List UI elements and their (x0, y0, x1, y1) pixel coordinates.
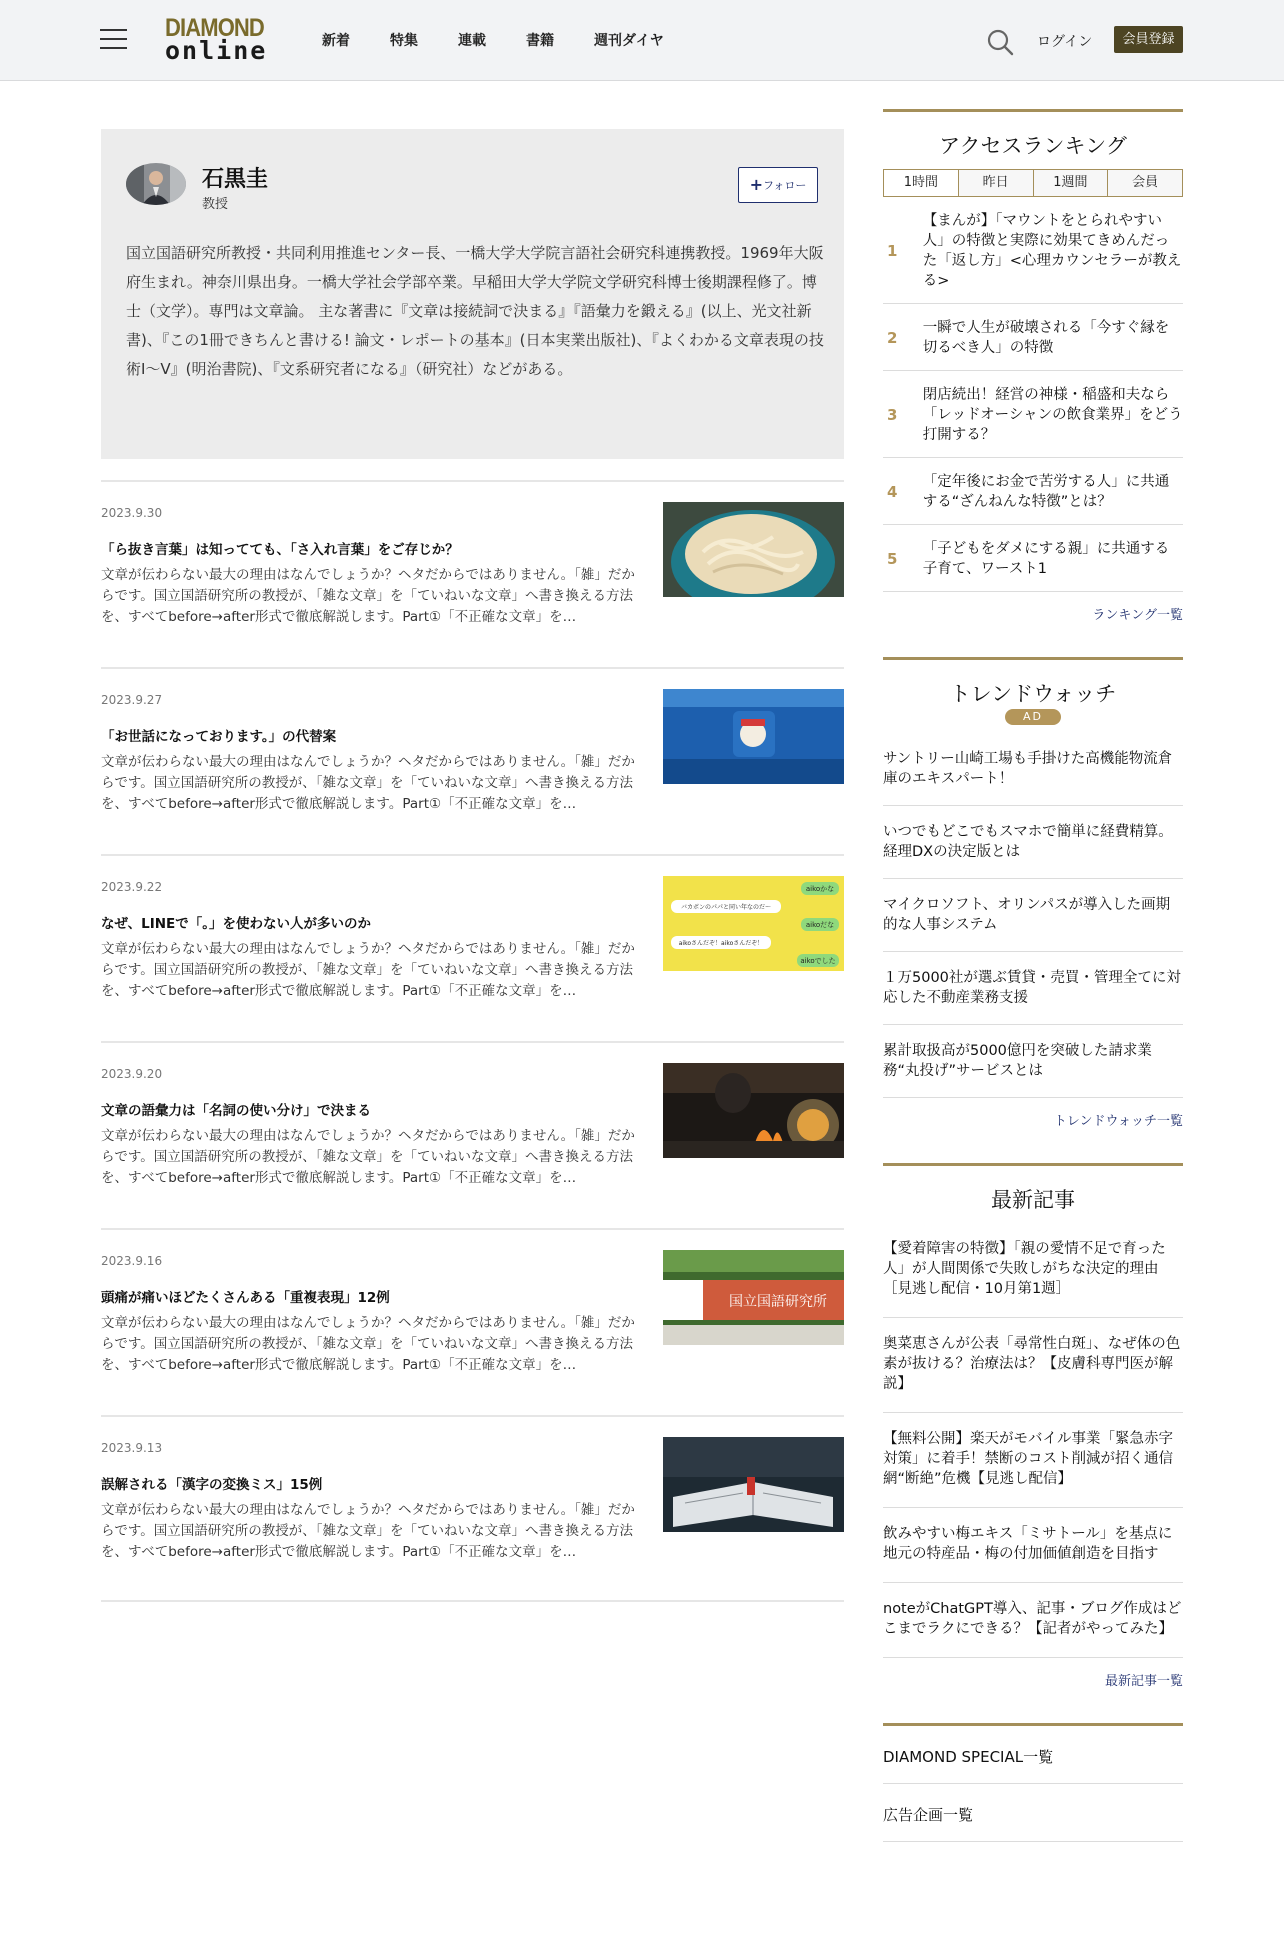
rank-number: 4 (887, 483, 898, 501)
tab-1week[interactable]: 1週間 (1034, 170, 1109, 196)
rank-title[interactable]: 【まんが】「マウントをとられやすい人」の特徴と実際に効果てきめんだった「返し方」<心理カウンセラーが教える> (922, 213, 1182, 289)
follow-button[interactable] (738, 167, 818, 203)
main-nav (322, 30, 704, 50)
search-icon[interactable] (986, 28, 1014, 56)
latest-more-link[interactable]: 最新記事一覧 (1104, 1674, 1183, 1689)
site-logo[interactable] (165, 16, 268, 64)
ranking-item[interactable] (883, 304, 1183, 371)
ad-plan-link[interactable]: 広告企画一覧 (883, 1784, 1183, 1842)
trend-more-link[interactable]: トレンドウォッチ一覧 (1053, 1114, 1183, 1129)
article-date: 2023.9.20 (101, 1067, 163, 1081)
author-profile (101, 129, 844, 459)
rank-title[interactable]: 閉店続出！経営の神様・稲盛和夫なら「レッドオーシャンの飲食業界」をどう打開する？ (922, 387, 1183, 443)
nav-item-feature[interactable]: 特集 (390, 33, 418, 49)
rank-number: 5 (887, 550, 898, 568)
sign-text: 国立国語研究所 (729, 1294, 827, 1310)
menu-icon[interactable] (100, 29, 127, 51)
tab-member[interactable]: 会員 (1108, 170, 1182, 196)
author-name: 石黒圭 (202, 167, 269, 192)
ranking-item[interactable] (883, 458, 1183, 525)
ranking-title: アクセスランキング (883, 109, 1183, 169)
article-item[interactable] (101, 1415, 844, 1602)
article-thumbnail[interactable] (663, 1063, 844, 1158)
article-title[interactable]: 誤解される「漢字の変換ミス」15例 (101, 1477, 323, 1493)
article-date: 2023.9.22 (101, 880, 163, 894)
special-link[interactable]: DIAMOND SPECIAL一覧 (883, 1726, 1183, 1784)
trend-item[interactable]: サントリー山崎工場も手掛けた高機能物流倉庫のエキスパート！ (883, 733, 1183, 806)
signup-button[interactable]: 会員登録 (1114, 26, 1183, 53)
tab-yesterday[interactable]: 昨日 (959, 170, 1034, 196)
article-date: 2023.9.16 (101, 1254, 163, 1268)
author-bio: 国立国語研究所教授・共同利用推進センター長、一橋大学大学院言語社会研究科連携教授。1969年大阪府生まれ。神奈川県出身。一橋大学社会学部卒業。早稲田大学大学院文学研究科博士後期課程修了。博士（文学）。専門は文章論。 主な著書に『文章は接続詞で決まる』『語彙力を鍛える』(以上、光文社新書)、『この1冊できちんと書ける! 論文・レポートの基本』(日本実業出版社)、『よくわかる文章表現の技術Ⅰ〜Ⅴ』(明治書院)、『文系研究者になる』（研究社）などがある。 (126, 244, 824, 378)
nav-item-weekly[interactable]: 週刊ダイヤ (594, 33, 664, 49)
latest-section (883, 1163, 1183, 1689)
ranking-section (883, 109, 1183, 623)
article-thumbnail[interactable] (663, 502, 844, 597)
ad-badge: AD (1005, 709, 1061, 725)
avatar (126, 163, 186, 205)
ranking-item[interactable] (883, 525, 1183, 592)
article-thumbnail[interactable] (663, 876, 844, 971)
latest-item[interactable]: 【愛着障害の特徴】「親の愛情不足で育った人」が人間関係で失敗しがちな決定的理由［見逃し配信・10月第1週］ (883, 1223, 1183, 1318)
author-role: 教授 (202, 197, 229, 212)
ranking-item[interactable] (883, 197, 1183, 304)
article-list (101, 480, 844, 1602)
follow-label: フォロー (762, 179, 807, 192)
latest-item[interactable]: 奥菜恵さんが公表「尋常性白斑」、なぜ体の色素が抜ける？治療法は？【皮膚科専門医が解説】 (883, 1318, 1183, 1413)
trend-title: トレンドウォッチ (883, 657, 1183, 709)
trend-item[interactable]: いつでもどこでもスマホで簡単に経費精算。経理DXの決定版とは (883, 806, 1183, 879)
latest-title: 最新記事 (883, 1163, 1183, 1223)
site-header (0, 0, 1284, 81)
chat-bubble-text: aikoだな (805, 921, 835, 929)
ranking-item[interactable] (883, 371, 1183, 458)
latest-item[interactable]: noteがChatGPT導入、記事・ブログ作成はどこまでラクにできる？【記者がやってみた】 (883, 1583, 1183, 1658)
chat-bubble-text: aikoかな (805, 885, 835, 893)
article-title[interactable]: なぜ、LINEで「。」を使わない人が多いのか (101, 916, 371, 932)
article-excerpt: 文章が伝わらない最大の理由はなんでしょうか？ヘタだからではありません。「雑」だからです。国立国語研究所の教授が、「雑な文章」を「ていねいな文章」へ書き換える方法を、すべてbefore→after形式で徹底解説します。Part①「不正確な文章」を… (101, 754, 635, 812)
article-title[interactable]: 頭痛が痛いほどたくさんある「重複表現」12例 (101, 1290, 390, 1306)
article-excerpt: 文章が伝わらない最大の理由はなんでしょうか？ヘタだからではありません。「雑」だからです。国立国語研究所の教授が、「雑な文章」を「ていねいな文章」へ書き換える方法を、すべてbefore→after形式で徹底解説します。Part①「不正確な文章」を… (101, 1502, 635, 1560)
article-item[interactable] (101, 1228, 844, 1415)
trend-item[interactable]: マイクロソフト、オリンパスが導入した画期的な人事システム (883, 879, 1183, 952)
trend-section (883, 657, 1183, 1129)
latest-item[interactable]: 【無料公開】楽天がモバイル事業「緊急赤字対策」に着手！禁断のコスト削減が招く通信網“断絶”危機【見逃し配信】 (883, 1413, 1183, 1508)
sidebar (883, 109, 1183, 1842)
article-excerpt: 文章が伝わらない最大の理由はなんでしょうか？ヘタだからではありません。「雑」だからです。国立国語研究所の教授が、「雑な文章」を「ていねいな文章」へ書き換える方法を、すべてbefore→after形式で徹底解説します。Part①「不正確な文章」を… (101, 567, 635, 625)
article-title[interactable]: 「お世話になっております。」の代替案 (101, 729, 337, 745)
special-section (883, 1723, 1183, 1842)
nav-item-series[interactable]: 連載 (458, 33, 486, 49)
article-item[interactable] (101, 480, 844, 667)
login-link[interactable]: ログイン (1037, 34, 1093, 50)
ranking-more-link[interactable]: ランキング一覧 (1092, 608, 1183, 623)
article-excerpt: 文章が伝わらない最大の理由はなんでしょうか？ヘタだからではありません。「雑」だからです。国立国語研究所の教授が、「雑な文章」を「ていねいな文章」へ書き換える方法を、すべてbefore→after形式で徹底解説します。Part①「不正確な文章」を… (101, 1315, 635, 1373)
article-thumbnail[interactable] (663, 689, 844, 784)
rank-number: 3 (887, 406, 898, 424)
nav-item-new[interactable]: 新着 (322, 33, 350, 49)
trend-item[interactable]: １万5000社が選ぶ賃貸・売買・管理全てに対応した不動産業務支援 (883, 952, 1183, 1025)
article-title[interactable]: 文章の語彙力は「名詞の使い分け」で決まる (101, 1103, 371, 1119)
article-title[interactable]: 「ら抜き言葉」は知ってても、「さ入れ言葉」をご存じか？ (101, 542, 459, 558)
article-excerpt: 文章が伝わらない最大の理由はなんでしょうか？ヘタだからではありません。「雑」だからです。国立国語研究所の教授が、「雑な文章」を「ていねいな文章」へ書き換える方法を、すべてbefore→after形式で徹底解説します。Part①「不正確な文章」を… (101, 1128, 635, 1186)
nav-item-books[interactable]: 書籍 (526, 33, 554, 49)
logo-bottom-text: online (165, 36, 268, 65)
rank-title[interactable]: 一瞬で人生が破壊される「今すぐ縁を切るべき人」の特徴 (922, 320, 1170, 356)
rank-title[interactable]: 「子どもをダメにする親」に共通する子育て、ワースト1 (922, 541, 1170, 577)
tab-1hour[interactable]: 1時間 (884, 170, 959, 196)
rank-title[interactable]: 「定年後にお金で苦労する人」に共通する“ざんねんな特徴”とは？ (922, 474, 1170, 510)
article-item[interactable] (101, 854, 844, 1041)
article-date: 2023.9.30 (101, 506, 163, 520)
article-thumbnail[interactable] (663, 1250, 844, 1345)
rank-number: 2 (887, 329, 898, 347)
trend-item[interactable]: 累計取扱高が5000億円を突破した請求業務“丸投げ”サービスとは (883, 1025, 1183, 1098)
chat-bubble-text: aikoさんだぞ！aikoさんだぞ！ (678, 940, 764, 947)
rank-number: 1 (887, 242, 898, 260)
article-date: 2023.9.13 (101, 1441, 163, 1455)
article-item[interactable] (101, 667, 844, 854)
article-item[interactable] (101, 1041, 844, 1228)
article-excerpt: 文章が伝わらない最大の理由はなんでしょうか？ヘタだからではありません。「雑」だからです。国立国語研究所の教授が、「雑な文章」を「ていねいな文章」へ書き換える方法を、すべてbefore→after形式で徹底解説します。Part①「不正確な文章」を… (101, 941, 635, 999)
latest-item[interactable]: 飲みやすい梅エキス「ミサトール」を基点に地元の特産品・梅の付加価値創造を目指す (883, 1508, 1183, 1583)
plus-icon: + (749, 175, 763, 194)
article-date: 2023.9.27 (101, 693, 163, 707)
logo-top-text: DIAMOND (165, 14, 264, 42)
chat-bubble-text: バカボンのパパと同い年なのだ〜 (680, 904, 772, 911)
chat-bubble-text: aikoでした (800, 957, 836, 965)
ranking-tabs (883, 169, 1183, 197)
article-thumbnail[interactable] (663, 1437, 844, 1532)
